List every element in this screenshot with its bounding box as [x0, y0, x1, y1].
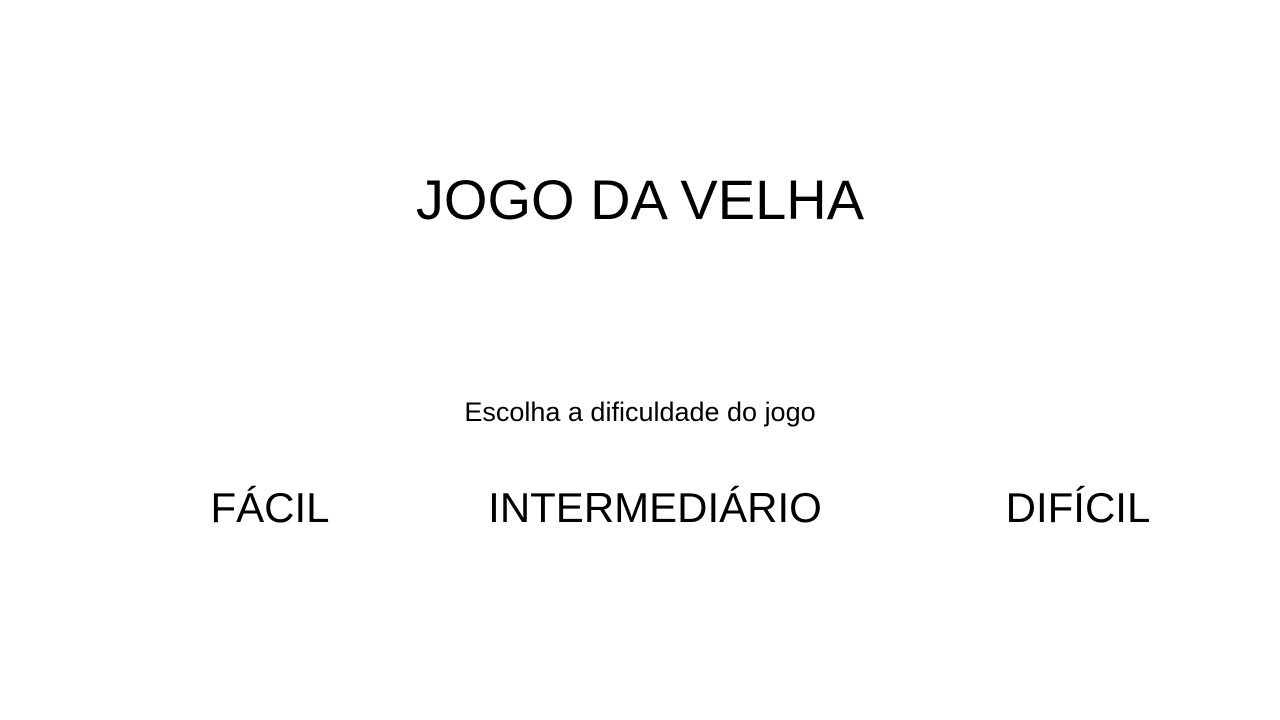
difficulty-intermediate-button[interactable]: INTERMEDIÁRIO [455, 483, 855, 533]
difficulty-prompt: Escolha a dificuldade do jogo [464, 397, 816, 427]
difficulty-easy-button[interactable]: FÁCIL [170, 483, 370, 533]
difficulty-hard-button[interactable]: DIFÍCIL [978, 483, 1178, 533]
game-title: JOGO DA VELHA [415, 168, 865, 231]
